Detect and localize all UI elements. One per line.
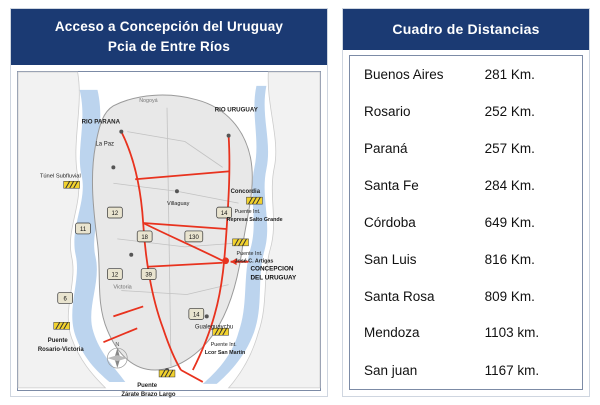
puente-artigas-marker [233,239,249,246]
city-distance: 284 Km. [484,178,535,194]
city-name: Santa Fe [364,178,419,194]
label-gualeguaychu: Gualeguaychu [194,324,234,331]
city-name: Buenos Aires [364,67,444,83]
city-distance: 257 Km. [484,141,535,157]
city-distance: 816 Km. [484,251,535,267]
shield-label: 39 [145,272,152,279]
city-distance: 252 Km. [484,104,535,120]
table-row [350,56,583,94]
distance-panel-header: Cuadro de Distancias [343,9,589,50]
city-name: San juan [364,362,418,378]
shield-label: 12 [111,272,119,279]
label-destination-line2: DEL URUGUAY [250,274,297,282]
label-destination-line1: CONCEPCION [250,265,294,273]
label-rio-uruguay: RIO URUGUAY [214,106,258,114]
city-name: Rosario [364,104,411,120]
city-distance: 1167 km. [484,362,540,378]
route-shield-130 [185,231,203,242]
label-san-martin-1: Puente Int. [210,342,237,349]
label-puente-zarate-1: Puente [137,383,158,390]
label-puente-rosario-victoria-1: Puente [47,338,68,345]
distance-table-wrap [343,50,589,396]
label-villaguay: Villaguay [167,201,190,208]
city-distance: 649 Km. [484,214,535,230]
label-salto-grande-1: Puente Int. [234,209,261,216]
route-shield-12a [107,207,122,218]
label-tunel-subfluvial: Túnel Subfluvial [39,173,81,180]
shield-label: 14 [220,211,228,218]
route-shield-12b [107,269,122,280]
city-distance: 809 Km. [484,288,535,304]
map-title-line1: Acceso a Concepción del Uruguay [54,19,284,34]
map-frame [17,71,321,398]
shield-label: 14 [193,312,200,319]
route-shield-11 [76,223,91,234]
compass-north-label: N [115,342,120,349]
city-distance: 1103 km. [484,325,540,341]
route-shield-14b [189,309,204,320]
route-shield-39 [141,269,156,280]
city-name: Santa Rosa [364,288,435,304]
label-artigas-1: Puente Int. [236,250,263,257]
table-row [350,351,583,389]
map-title-line2: Pcia de Entre Ríos [107,38,231,54]
label-concordia: Concordia [230,189,261,196]
map-panel [10,8,328,397]
map-panel-header [11,9,327,65]
table-row [350,315,583,352]
label-puente-rosario-victoria-2: Rosario-Victoria [37,347,84,354]
label-puente-zarate-2: Zárate Brazo Largo [121,391,176,398]
city-name: San Luis [364,251,417,267]
label-salto-grande-2: Represa Salto Grande [226,217,283,224]
shield-label: 6 [63,296,67,303]
distance-panel [342,8,590,397]
label-corrientes-hint: Nogoyá [139,97,158,104]
table-row [350,241,583,278]
route-shield-18 [137,231,152,242]
city-name: Mendoza [364,325,420,341]
table-row [350,278,583,315]
table-row [350,94,583,131]
label-san-martin-2: Lcor San Martín [204,350,246,357]
label-rio-parana: RIO PARANA [81,118,121,126]
map-body [11,65,327,397]
shield-label: 130 [188,235,199,242]
table-row [350,167,583,204]
label-victoria: Victoria [113,284,132,291]
route-shield-6 [58,293,73,304]
puente-salto-grande-marker [246,197,262,204]
city-name: Paraná [364,141,408,157]
table-row [350,130,583,167]
table-row [350,204,583,241]
puente-zarate-marker [159,370,175,377]
shield-label: 12 [111,211,119,218]
city-name: Córdoba [364,214,416,230]
puente-rosario-victoria-marker [54,322,70,329]
tunel-subfluvial-marker [64,181,80,188]
shield-label: 11 [79,227,87,234]
label-la-paz: La Paz [95,141,115,148]
shield-label: 18 [141,235,148,242]
label-artigas-2: José C. Artigas [234,258,274,265]
entre-rios-map[interactable] [18,72,320,398]
city-distance: 281 Km. [484,67,535,83]
distance-table [349,55,583,390]
